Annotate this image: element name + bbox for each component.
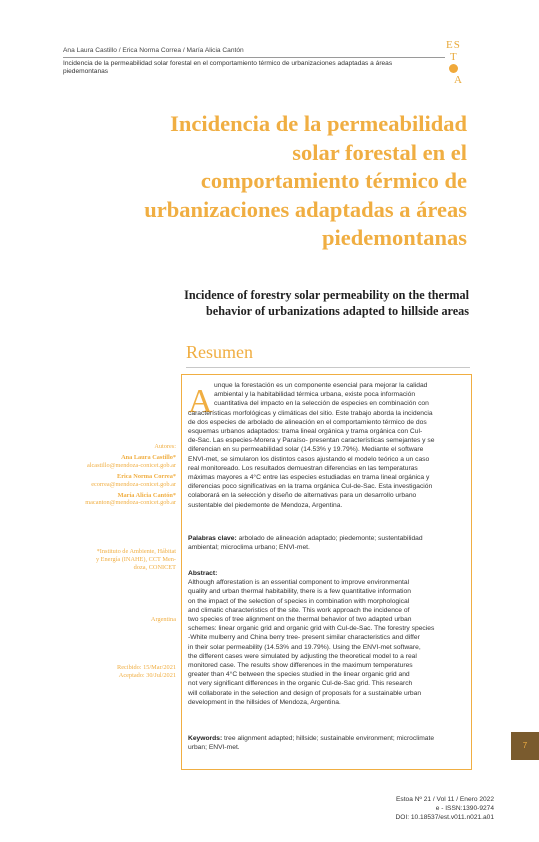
title-es-line: Incidencia de la permeabilidad xyxy=(170,111,467,136)
keywords-text: tree alignment adapted; hillside; sustainable environment; microclimate xyxy=(222,735,435,742)
palabras-clave-label: Palabras clave: xyxy=(188,535,237,542)
abstract-line: monitored case. The results show differences in the maximum temperatures xyxy=(188,662,413,670)
title-en-line: behavior of urbanizations adapted to hillside areas xyxy=(206,304,469,318)
logo-letter-t: T xyxy=(450,51,457,63)
title-es-line: piedemontanas xyxy=(321,225,467,250)
palabras-clave-text: arbolado de alineación adaptado; piedemonte; sustentabilidad xyxy=(236,535,423,542)
footer-doi[interactable]: DOI: 10.18537/est.v011.n021.a01 xyxy=(395,814,494,821)
abstract-line: two species of tree alignment on the thermal behavior of two adapted urban xyxy=(188,616,412,624)
sidebar-country: Argentina xyxy=(150,616,176,623)
resumen-rule xyxy=(186,367,470,368)
resumen-line: de dos especies de arbolado de alineación en el comportamiento térmico de dos xyxy=(188,418,427,426)
resumen-line: esquemas urbanos adaptados: trama lineal orgánica y trama orgánica con Cul- xyxy=(188,428,423,435)
resumen-line: cuantitativa del impacto en la selección de especies en combinación con xyxy=(214,400,429,408)
article-title-en xyxy=(110,287,469,319)
abstract-line: Although afforestation is an essential component to improve environmental xyxy=(188,579,410,587)
resumen-line: diferencias poco significativas en la trama orgánica Cul-de-Sac. Esta investigación xyxy=(188,483,433,491)
estoa-logo xyxy=(446,40,468,88)
abstract-label: Abstract: xyxy=(188,570,218,577)
keywords-label: Keywords: xyxy=(188,735,223,742)
resumen-line: colaborará en la selección y diseño de alternativas para un desarrollo urbano xyxy=(188,492,417,500)
abstract-line: -White mulberry and China berry tree- present similar characteristics and differ xyxy=(188,634,420,642)
received-date: Recibido: 15/Mar/2021 xyxy=(117,664,176,671)
author-name: Ana Laura Castillo* xyxy=(121,453,176,461)
title-en-line: Incidence of forestry solar permeability on the thermal xyxy=(184,288,469,302)
resumen-line: máximas mayores a 4°C entre las especies estudiadas en trama lineal orgánica y xyxy=(188,474,430,482)
page-number: 7 xyxy=(511,732,539,760)
resumen-line: sustentable del piedemonte de Mendoza, Argentina. xyxy=(188,501,343,509)
article-title-es xyxy=(100,110,467,253)
footer-issn: e - ISSN:1390-9274 xyxy=(435,805,494,812)
running-authors: Ana Laura Castillo / Erica Norma Correa / María Alicia Cantón xyxy=(63,47,244,54)
author-email[interactable]: ecorrea@mendoza-conicet.gob.ar xyxy=(91,480,176,488)
abstract-line: will collaborate in the selection and design of proposals for a sustainable urban xyxy=(188,689,422,697)
sidebar-affiliation xyxy=(40,548,176,572)
affiliation-line: *Instituto de Ambiente, Hábitat xyxy=(96,548,176,555)
abstract-line: in their solar permeability (14.53% and 19.79%). Using the ENVI-met software, xyxy=(188,643,421,651)
resumen-line: de-Sac. Las especies-Morera y Paraíso- presentan características semejantes y se xyxy=(188,437,435,445)
author-email[interactable]: macanton@mendoza-conicet.gob.ar xyxy=(85,499,176,507)
sidebar-authors xyxy=(40,443,176,507)
abstract-line: on the impact of the selection of species in combination with morphological xyxy=(188,597,410,605)
logo-letter-a: A xyxy=(454,74,462,86)
abstract-line: quality and urban thermal habitability, there is a few quantitative information xyxy=(188,588,411,596)
resumen-heading: Resumen xyxy=(186,342,253,362)
title-es-line: solar forestal en el xyxy=(292,139,467,165)
resumen-line: ambiental y la habitabilidad térmica urbana, existe poca información xyxy=(214,391,416,399)
abstract-line: development in the hillsides of Mendoza, Argentina. xyxy=(188,698,341,706)
abstract-line: schemes: linear organic grid and organic grid with Cul-de-Sac. The forestry species xyxy=(188,625,435,633)
abstract-en xyxy=(188,569,464,707)
abstract-line: greater than 4°C between the species studied in the linear organic grid and xyxy=(188,671,410,679)
abstract-line: and climatic characteristics of the site. This work approach the incidence of xyxy=(188,606,410,614)
title-es-line: comportamiento térmico de xyxy=(200,168,467,193)
logo-letters-es: ES xyxy=(446,39,461,51)
footer-issue: Estoa Nº 21 / Vol 11 / Enero 2022 xyxy=(396,796,494,803)
palabras-clave xyxy=(188,534,464,552)
author-email[interactable]: alcastillo@mendoza-conicet.gob.ar xyxy=(86,461,176,469)
resumen-line: real monitoreado. Los resultados demuestran diferencias en las temperaturas xyxy=(188,464,418,472)
resumen-text xyxy=(188,409,464,510)
palabras-clave-text: ambiental; microclima urbano; ENVI-met. xyxy=(188,544,310,552)
dropcap: A xyxy=(188,383,213,420)
logo-circle-icon xyxy=(449,64,458,73)
sidebar-dates xyxy=(40,664,176,680)
resumen-line: unque la forestación es un componente esencial para mejorar la calidad xyxy=(214,382,428,389)
resumen-text-indented xyxy=(214,381,464,409)
accepted-date: Aceptado: 30/Jul/2021 xyxy=(118,671,176,679)
author-name: María Alicia Cantón* xyxy=(117,491,176,499)
resumen-line: características morfológicas y climáticas del sitio. Este trabajo aborda la incidencia xyxy=(188,409,433,417)
keywords xyxy=(188,734,464,752)
resumen-line: diferencian en su permeabilidad solar (14.53% y 19.79%). Mediante el software xyxy=(188,446,424,454)
affiliation-line: y Energía (INAHE), CCT Men- xyxy=(95,555,176,563)
title-es-line: urbanizaciones adaptadas a áreas xyxy=(144,196,467,222)
header-rule xyxy=(63,57,445,58)
running-title: Incidencia de la permeabilidad solar forestal en el comportamiento térmico de urbanizaciones adaptadas a áreas piedemontanas xyxy=(63,60,393,76)
keywords-text: urban; ENVI-met. xyxy=(188,744,240,752)
author-name: Erica Norma Correa* xyxy=(117,472,176,480)
affiliation-line: doza, CONICET xyxy=(133,563,176,571)
resumen-line: ENVI-met, se simularon los distintos casos ajustando el modelo teórico a un caso xyxy=(188,455,430,463)
autores-label: Autores: xyxy=(154,443,176,450)
abstract-line: the different cases were simulated by adjusting the theoretical model to a real xyxy=(188,652,417,660)
abstract-line: not very significant differences in the organic Cul-de-Sac grid. This research xyxy=(188,680,413,688)
